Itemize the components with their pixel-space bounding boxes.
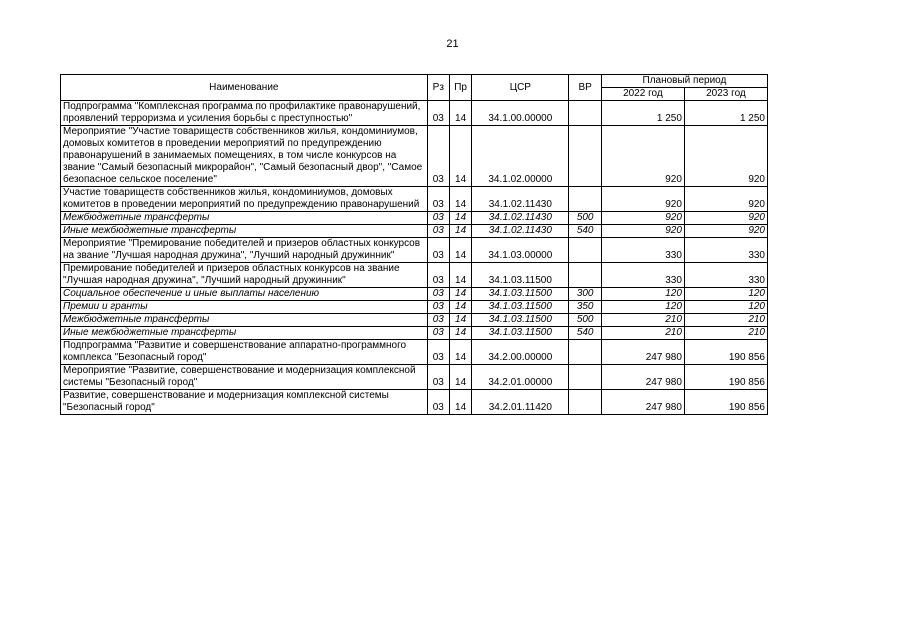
cell-csr: 34.1.03.11500: [472, 288, 569, 301]
cell-pr: 14: [449, 365, 471, 390]
cell-csr: 34.1.02.00000: [472, 126, 569, 187]
cell-2022: 920: [601, 126, 684, 187]
table-row: [61, 126, 768, 187]
cell-csr: 34.1.02.11430: [472, 212, 569, 225]
cell-csr: 34.2.00.00000: [472, 340, 569, 365]
table-row: [61, 365, 768, 390]
cell-csr: 34.1.03.11500: [472, 301, 569, 314]
cell-2023: 190 856: [684, 365, 767, 390]
cell-pr: 14: [449, 390, 471, 415]
cell-vr: [569, 126, 601, 187]
cell-2022: 330: [601, 263, 684, 288]
table-row: [61, 263, 768, 288]
cell-name: Иные межбюджетные трансферты: [61, 327, 428, 340]
cell-vr: [569, 263, 601, 288]
page-number: 21: [446, 38, 459, 50]
cell-2022: 210: [601, 327, 684, 340]
header-period: Плановый период: [601, 75, 767, 88]
cell-pr: 14: [449, 327, 471, 340]
cell-pr: 14: [449, 238, 471, 263]
cell-rz: 03: [427, 263, 449, 288]
table-row: [61, 101, 768, 126]
cell-rz: 03: [427, 225, 449, 238]
cell-2022: 120: [601, 288, 684, 301]
cell-2023: 120: [684, 301, 767, 314]
table-row: [61, 238, 768, 263]
cell-vr: 540: [569, 225, 601, 238]
cell-2022: 920: [601, 187, 684, 212]
cell-pr: 14: [449, 314, 471, 327]
cell-2023: 330: [684, 263, 767, 288]
cell-2023: 920: [684, 225, 767, 238]
table-row: [61, 314, 768, 327]
cell-rz: 03: [427, 327, 449, 340]
header-year-2022: 2022 год: [601, 88, 684, 101]
cell-name: Социальное обеспечение и иные выплаты населению: [61, 288, 428, 301]
cell-rz: 03: [427, 288, 449, 301]
cell-vr: [569, 187, 601, 212]
cell-name: Подпрограмма "Развитие и совершенствование аппаратно-программного комплекса "Безопасный город": [61, 340, 428, 365]
table-row: [61, 187, 768, 212]
cell-vr: 300: [569, 288, 601, 301]
header-vr: ВР: [569, 75, 601, 101]
cell-vr: 500: [569, 212, 601, 225]
cell-2023: 920: [684, 212, 767, 225]
cell-pr: 14: [449, 101, 471, 126]
cell-2022: 330: [601, 238, 684, 263]
cell-rz: 03: [427, 187, 449, 212]
cell-pr: 14: [449, 187, 471, 212]
table-row: [61, 225, 768, 238]
cell-pr: 14: [449, 301, 471, 314]
cell-name: Межбюджетные трансферты: [61, 212, 428, 225]
cell-2022: 920: [601, 212, 684, 225]
cell-name: Иные межбюджетные трансферты: [61, 225, 428, 238]
cell-rz: 03: [427, 126, 449, 187]
cell-rz: 03: [427, 340, 449, 365]
cell-rz: 03: [427, 238, 449, 263]
table-row: [61, 340, 768, 365]
cell-name: Участие товариществ собственников жилья, кондоминиумов, домовых комитетов в проведении мероприятий по предупреждению правонарушений: [61, 187, 428, 212]
table-row: [61, 390, 768, 415]
cell-vr: [569, 365, 601, 390]
cell-vr: [569, 101, 601, 126]
cell-vr: 350: [569, 301, 601, 314]
cell-2023: 1 250: [684, 101, 767, 126]
table-row: [61, 212, 768, 225]
header-rz: Рз: [427, 75, 449, 101]
cell-2023: 330: [684, 238, 767, 263]
cell-rz: 03: [427, 390, 449, 415]
cell-vr: 540: [569, 327, 601, 340]
cell-vr: [569, 340, 601, 365]
cell-2022: 920: [601, 225, 684, 238]
cell-rz: 03: [427, 365, 449, 390]
cell-name: Развитие, совершенствование и модернизация комплексной системы "Безопасный город": [61, 390, 428, 415]
cell-name: Мероприятие "Участие товариществ собственников жилья, кондоминиумов, домовых комитетов в проведении мероприятий по предупреждению правонарушений в занимаемых помещениях, в том числе конкурсов на звание "Самый безопасный микрорайон", "Самый безопасный двор", "Самое безопасное сельское поселение": [61, 126, 428, 187]
cell-name: Мероприятие "Премирование победителей и призеров областных конкурсов на звание "Лучшая народная дружина", "Лучший народный дружинник": [61, 238, 428, 263]
cell-vr: 500: [569, 314, 601, 327]
cell-pr: 14: [449, 126, 471, 187]
cell-2022: 247 980: [601, 365, 684, 390]
table-row: [61, 301, 768, 314]
cell-2022: 247 980: [601, 390, 684, 415]
cell-csr: 34.1.03.11500: [472, 314, 569, 327]
table-header: [61, 75, 768, 101]
cell-rz: 03: [427, 101, 449, 126]
cell-name: Премии и гранты: [61, 301, 428, 314]
cell-vr: [569, 390, 601, 415]
budget-table: [60, 74, 768, 415]
cell-rz: 03: [427, 212, 449, 225]
cell-csr: 34.1.03.11500: [472, 263, 569, 288]
cell-rz: 03: [427, 314, 449, 327]
cell-csr: 34.1.03.00000: [472, 238, 569, 263]
cell-2022: 210: [601, 314, 684, 327]
cell-pr: 14: [449, 340, 471, 365]
cell-2023: 920: [684, 187, 767, 212]
cell-vr: [569, 238, 601, 263]
cell-2023: 920: [684, 126, 767, 187]
cell-name: Межбюджетные трансферты: [61, 314, 428, 327]
cell-csr: 34.2.01.00000: [472, 365, 569, 390]
cell-pr: 14: [449, 212, 471, 225]
cell-pr: 14: [449, 263, 471, 288]
table-row: [61, 288, 768, 301]
header-name: Наименование: [61, 75, 428, 101]
cell-2022: 247 980: [601, 340, 684, 365]
cell-2023: 210: [684, 327, 767, 340]
header-pr: Пр: [449, 75, 471, 101]
cell-pr: 14: [449, 225, 471, 238]
cell-rz: 03: [427, 301, 449, 314]
cell-2023: 190 856: [684, 390, 767, 415]
cell-csr: 34.1.03.11500: [472, 327, 569, 340]
header-year-2023: 2023 год: [684, 88, 767, 101]
cell-csr: 34.1.02.11430: [472, 225, 569, 238]
table-row: [61, 327, 768, 340]
cell-name: Подпрограмма "Комплексная программа по профилактике правонарушений, проявлений терроризма и усиления борьбы с преступностью": [61, 101, 428, 126]
cell-csr: 34.1.02.11430: [472, 187, 569, 212]
cell-2022: 120: [601, 301, 684, 314]
table-body: [61, 101, 768, 415]
cell-csr: 34.2.01.11420: [472, 390, 569, 415]
cell-2023: 190 856: [684, 340, 767, 365]
cell-pr: 14: [449, 288, 471, 301]
cell-csr: 34.1.00.00000: [472, 101, 569, 126]
header-csr: ЦСР: [472, 75, 569, 101]
cell-name: Премирование победителей и призеров областных конкурсов на звание "Лучшая народная дружина", "Лучший народный дружинник": [61, 263, 428, 288]
cell-2022: 1 250: [601, 101, 684, 126]
cell-name: Мероприятие "Развитие, совершенствование и модернизация комплексной системы "Безопасный город": [61, 365, 428, 390]
cell-2023: 120: [684, 288, 767, 301]
cell-2023: 210: [684, 314, 767, 327]
